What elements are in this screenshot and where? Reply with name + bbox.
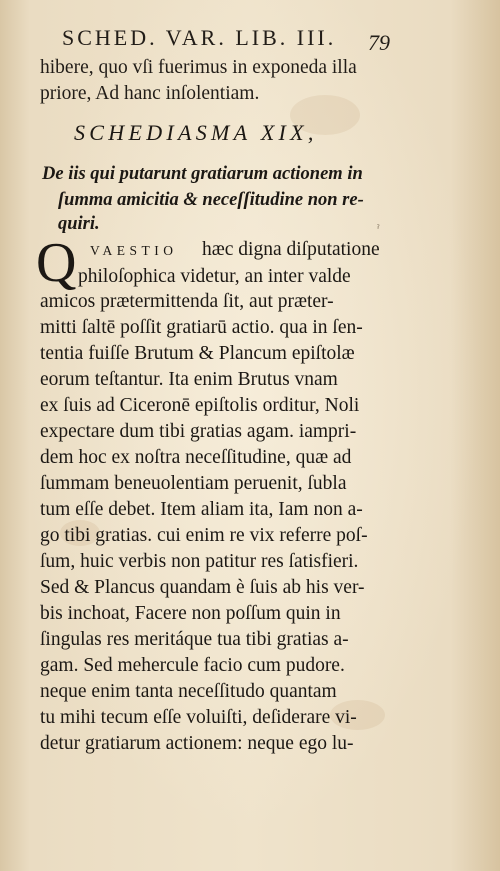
body-text-line: ſummam beneuolentiam peruenit, ſubla (40, 473, 347, 494)
body-text-line: eorum teſtantur. Ita enim Brutus vnam (40, 369, 338, 390)
body-text-line: philoſophica videtur, an inter valde (78, 266, 351, 287)
body-text-line: ex ſuis ad Ciceronē epiſtolis orditur, Noli (40, 395, 360, 416)
body-text-line: tu mihi tecum eſſe voluiſti, deſiderare vi- (40, 707, 357, 728)
opening-line-text: hæc digna diſputatione (202, 239, 380, 260)
continued-text-line: priore, Ad hanc inſolentiam. (40, 83, 260, 104)
body-text-line: Sed & Plancus quandam è ſuis ab his ver- (40, 577, 365, 598)
section-heading: SCHEDIASMA XIX, (74, 120, 318, 145)
body-text-line: go tibi gratias. cui enim re vix referre poſ- (40, 525, 368, 546)
opening-small-caps: VAESTIO (90, 243, 178, 258)
section-subtitle-line: De iis qui putarunt gratiarum actionem in (42, 164, 363, 184)
body-text-line: dem hoc ex noſtra neceſſitudine, quæ ad (40, 447, 352, 468)
body-text-line: tentia fuiſſe Brutum & Plancum epiſtolæ (40, 343, 355, 364)
body-text-line: ſum, huic verbis non patitur res ſatisfieri. (40, 551, 359, 572)
body-text-line: amicos prætermittenda ſit, aut præter- (40, 291, 334, 312)
continued-text-line: hibere, quo vſi fuerimus in exponeda illa (40, 57, 357, 78)
body-text-line: detur gratiarum actionem: neque ego lu- (40, 733, 354, 754)
running-head: SCHED. VAR. LIB. III. (62, 25, 337, 50)
drop-cap-initial: Q (36, 232, 77, 294)
body-text-line: gam. Sed mehercule facio cum pudore. (40, 655, 345, 676)
body-text-line: mitti ſaltē poſſit gratiarū actio. qua in ſen- (40, 317, 363, 338)
section-subtitle-line: ſumma amicitia & neceſſitudine non re- (58, 190, 364, 210)
body-text-line: expectare dum tibi gratias agam. iampri- (40, 421, 357, 442)
body-text-line: ſingulas res meritáque tua tibi gratias a- (40, 629, 349, 650)
section-subtitle-line: quiri. (58, 214, 100, 234)
body-text-line: neque enim tanta neceſſitudo quantam (40, 681, 337, 702)
page-number: 79 (368, 30, 390, 55)
printer-mark: ˀ (377, 224, 380, 235)
body-text-line: tum eſſe debet. Item aliam ita, Iam non a- (40, 499, 363, 520)
body-text-line: bis inchoat, Facere non poſſum quin in (40, 603, 341, 624)
